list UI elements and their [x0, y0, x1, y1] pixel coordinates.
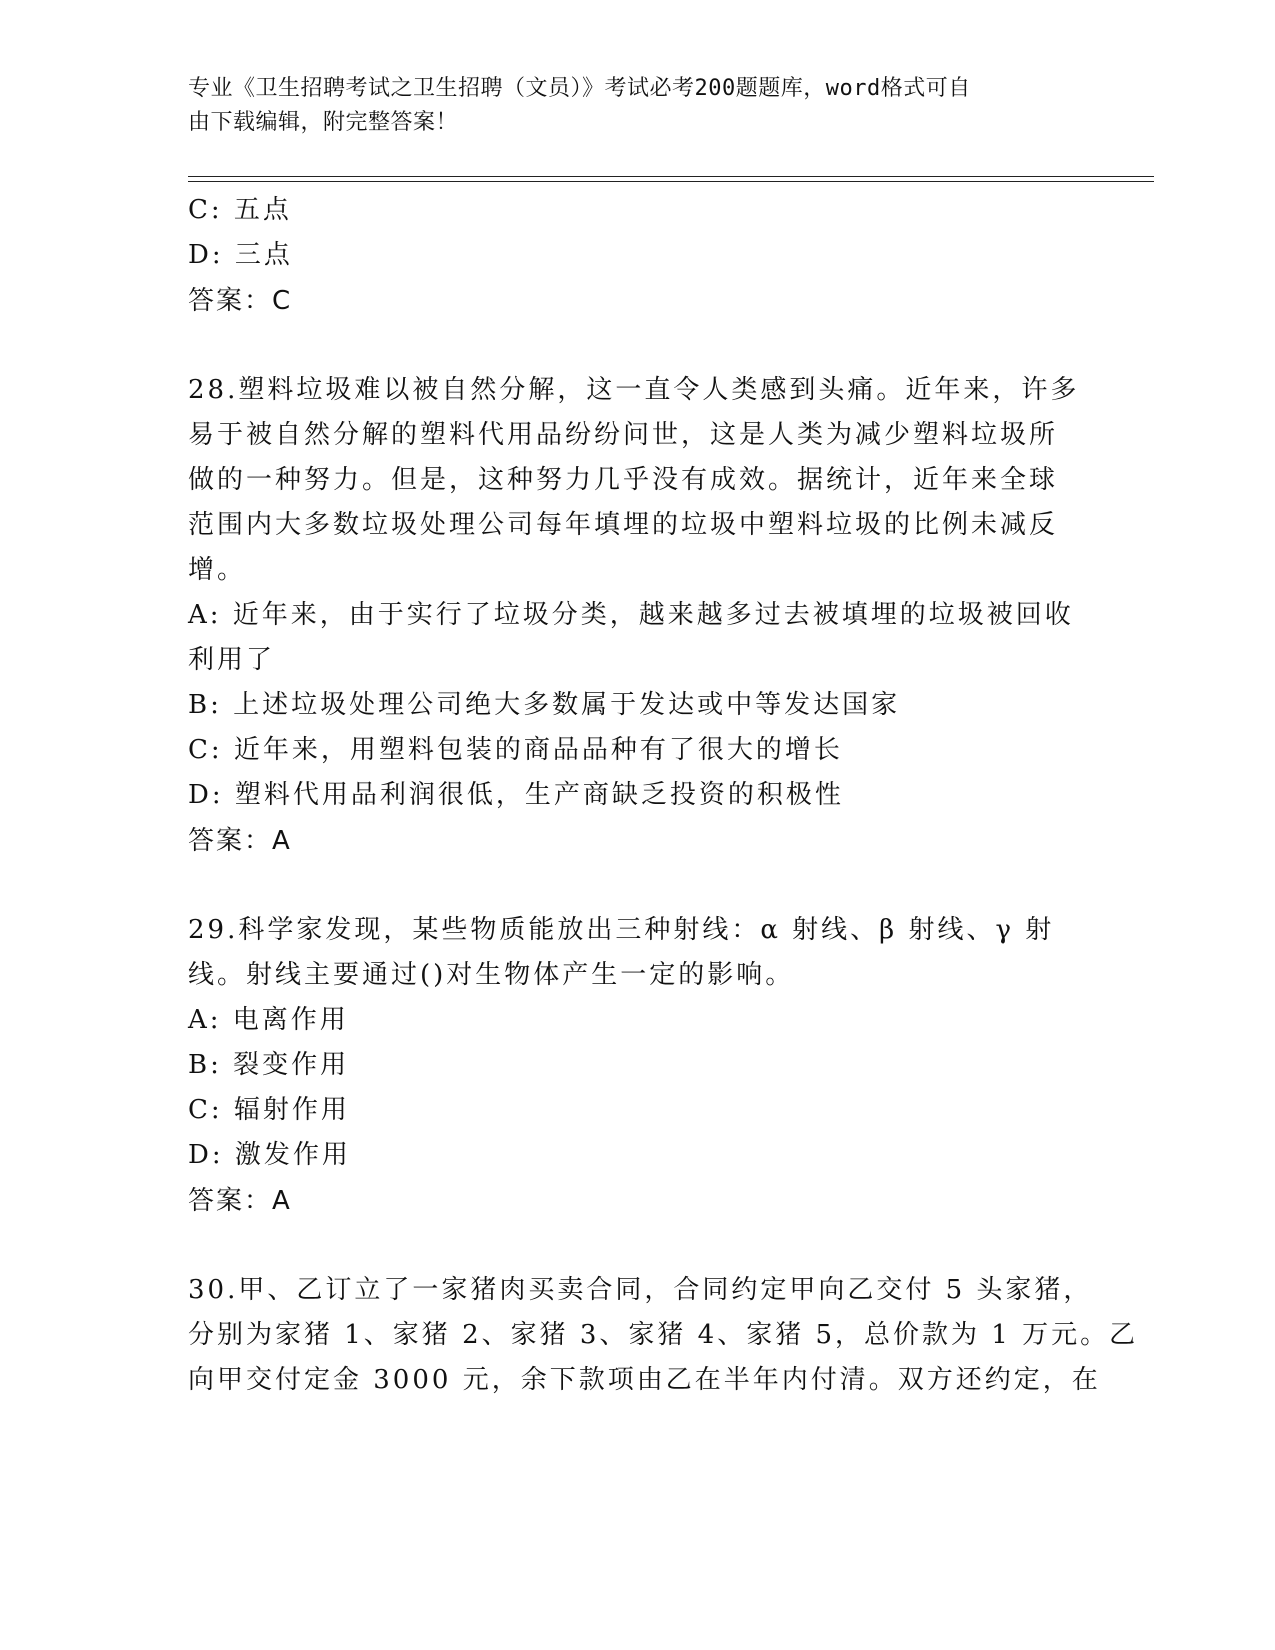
answer-line: 答案：A: [188, 1186, 292, 1216]
option-a-continued: 利用了: [188, 645, 276, 675]
option-d: D: 三点: [188, 240, 293, 270]
question-29: [188, 908, 1068, 1224]
section-gap: [188, 1224, 1068, 1268]
question-28: [188, 368, 1080, 864]
option-d: D: 塑料代用品利润很低，生产商缺乏投资的积极性: [188, 780, 844, 810]
question-30: [188, 1268, 1139, 1403]
option-c: C: 辐射作用: [188, 1095, 350, 1125]
option-a: A: 近年来，由于实行了垃圾分类，越来越多过去被填埋的垃圾被回收: [188, 600, 1074, 630]
question-text-line: 线。射线主要通过()对生物体产生一定的影响。: [188, 960, 795, 990]
option-d: D: 激发作用: [188, 1140, 351, 1170]
option-c: C: 五点: [188, 195, 292, 225]
header-divider-top: [188, 176, 1154, 177]
answer-line: 答案：A: [188, 826, 292, 856]
question-text-line: 范围内大多数垃圾处理公司每年填埋的垃圾中塑料垃圾的比例未减反: [188, 510, 1059, 540]
document-body: [188, 188, 1139, 1403]
document-header: [188, 72, 1068, 140]
question-text-line: 向甲交付定金 3000 元，余下款项由乙在半年内付清。双方还约定，在: [188, 1365, 1101, 1395]
option-c: C: 近年来，用塑料包装的商品品种有了很大的增长: [188, 735, 843, 765]
answer-line: 答案：C: [188, 286, 293, 316]
question-27-continuation: [188, 188, 1068, 324]
option-a: A: 电离作用: [188, 1005, 349, 1035]
question-text-line: 分别为家猪 1、家猪 2、家猪 3、家猪 4、家猪 5，总价款为 1 万元。乙: [188, 1320, 1139, 1350]
question-text-line: 29.科学家发现，某些物质能放出三种射线：α 射线、β 射线、γ 射: [188, 915, 1055, 945]
question-text-line: 易于被自然分解的塑料代用品纷纷问世，这是人类为减少塑料垃圾所: [188, 420, 1059, 450]
question-text-line: 28.塑料垃圾难以被自然分解，这一直令人类感到头痛。近年来，许多: [188, 375, 1080, 405]
option-b: B: 裂变作用: [188, 1050, 350, 1080]
option-b: B: 上述垃圾处理公司绝大多数属于发达或中等发达国家: [188, 690, 901, 720]
section-gap: [188, 864, 1068, 908]
header-title-line-2: 由下载编辑，附完整答案！: [188, 110, 459, 135]
header-divider-bottom: [188, 181, 1154, 182]
question-text-line: 增。: [188, 555, 247, 585]
question-text-line: 做的一种努力。但是，这种努力几乎没有成效。据统计，近年来全球: [188, 465, 1059, 495]
header-title-line-1: 专业《卫生招聘考试之卫生招聘（文员）》考试必考200题题库，word格式可自: [188, 76, 971, 101]
section-gap: [188, 324, 1068, 368]
question-text-line: 30.甲、乙订立了一家猪肉买卖合同，合同约定甲向乙交付 5 头家猪，: [188, 1275, 1093, 1305]
